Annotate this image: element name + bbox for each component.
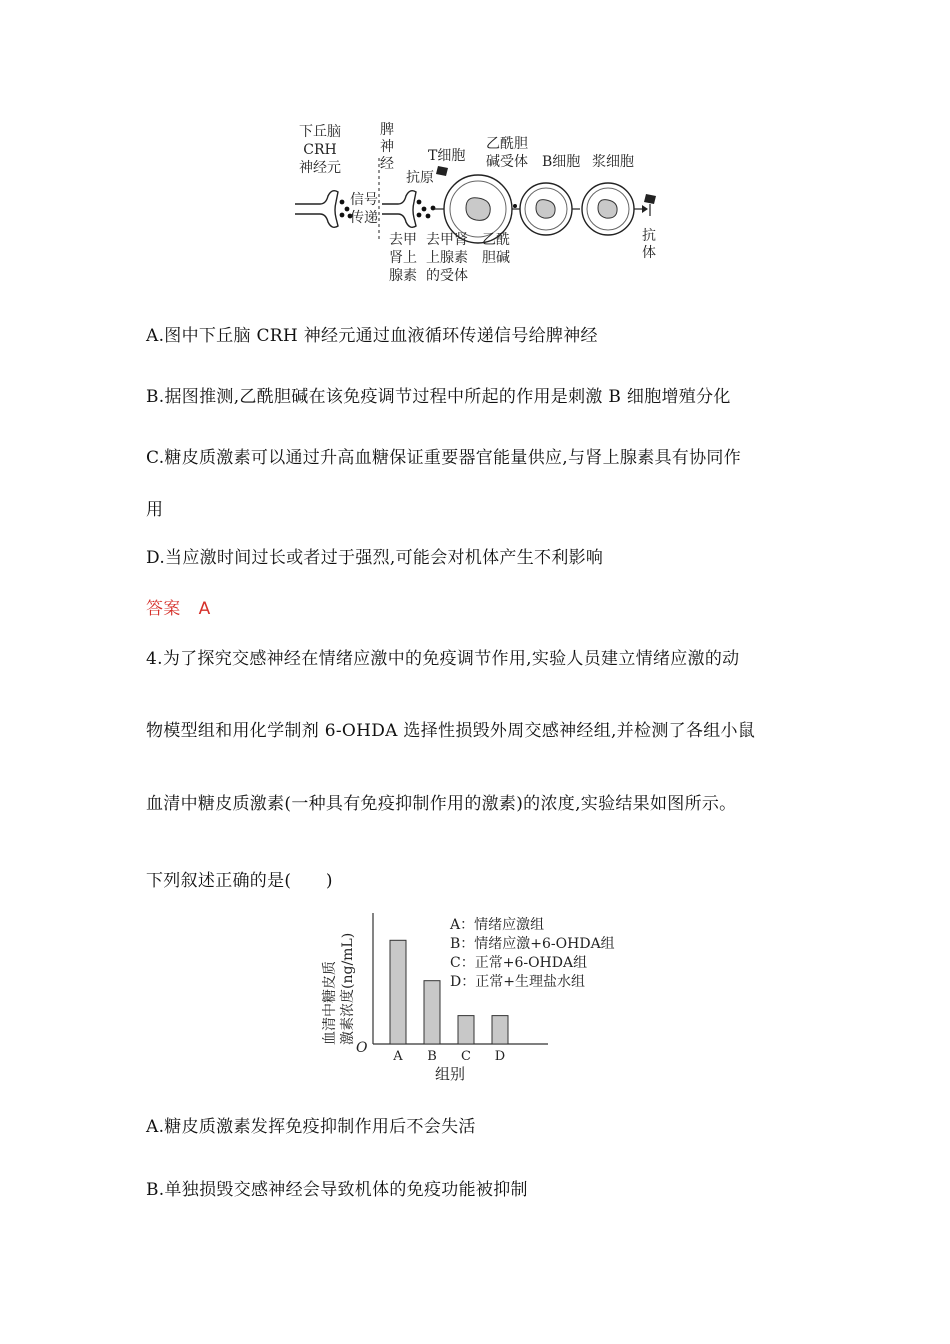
plasma-cell-nucleus [598, 200, 617, 218]
hypothalamus-label-2: CRH [303, 142, 337, 158]
legend-item-b: B：情绪应激+6-OHDA组 [450, 936, 615, 952]
spleen-nerve-terminal [382, 191, 416, 228]
x-tick-label-c: C [461, 1049, 471, 1064]
t-cell-label: T细胞 [428, 148, 466, 164]
b-cell-label: B细胞 [542, 154, 581, 170]
acetylcholine-label: 乙酰 [482, 232, 510, 248]
vesicle [340, 213, 345, 218]
option-q3-b: B.据图推测,乙酰胆碱在该免疫调节过程中所起的作用是刺激 B 细胞增殖分化 [146, 387, 731, 407]
x-tick-label-b: B [427, 1049, 437, 1064]
vesicle [340, 200, 345, 205]
glucocorticoid-bar-chart [310, 905, 640, 1085]
hypothalamus-label-3: 神经元 [299, 160, 341, 176]
antibody-char: 抗 [642, 228, 656, 244]
antibody-icon [644, 194, 656, 204]
vesicle [426, 214, 431, 219]
signal-label-2: 传递 [350, 210, 378, 226]
acetylcholine-dot [513, 204, 517, 208]
legend-item-c: C：正常+6-OHDA组 [450, 955, 588, 971]
norepinephrine-label: 去甲 [389, 232, 417, 248]
acetylcholine-label: 胆碱 [482, 250, 510, 266]
origin-label: O [356, 1040, 368, 1056]
spleen-nerve-char: 神 [380, 139, 394, 155]
legend-item-d: D：正常+生理盐水组 [450, 974, 585, 990]
x-tick-label-a: A [393, 1049, 403, 1064]
vesicle [417, 200, 422, 205]
crh-neuron-terminal [295, 191, 338, 228]
vesicle [417, 213, 422, 218]
spleen-nerve-char: 经 [380, 156, 394, 172]
bar-c [458, 1016, 474, 1044]
answer-label: 答案 [146, 599, 181, 619]
bar-d [492, 1016, 508, 1044]
ne-receptor-label: 去甲肾 [426, 232, 468, 248]
norepinephrine-label: 肾上 [389, 250, 417, 266]
question4-line1: 4.为了探究交感神经在情绪应激中的免疫调节作用,实验人员建立情绪应激的动 [146, 649, 740, 669]
plasma-cell-label: 浆细胞 [592, 154, 634, 170]
y-axis-label-2: 激素浓度(ng/mL) [340, 932, 356, 1045]
answer-value: A [198, 599, 211, 619]
norepinephrine-label: 腺素 [389, 268, 417, 284]
x-tick-label-d: D [494, 1049, 506, 1064]
neural-immune-diagram [290, 118, 670, 298]
ach-receptor-label-1: 乙酰胆 [486, 136, 528, 152]
bar-a [390, 940, 406, 1044]
antigen-label: 抗原 [406, 170, 434, 186]
vesicle [422, 207, 427, 212]
option-q3-d: D.当应激时间过长或者过于强烈,可能会对机体产生不利影响 [146, 548, 604, 568]
x-axis-label: 组别 [434, 1065, 466, 1083]
question4-line2: 物模型组和用化学制剂 6-OHDA 选择性损毁外周交感神经组,并检测了各组小鼠 [146, 721, 756, 741]
option-q3-a: A.图中下丘脑 CRH 神经元通过血液循环传递信号给脾神经 [146, 326, 598, 346]
vesicle [345, 207, 350, 212]
spleen-nerve-char: 脾 [380, 122, 394, 138]
hypothalamus-label-1: 下丘脑 [299, 124, 341, 140]
answer-line [146, 594, 211, 619]
vesicle [431, 206, 436, 211]
arrow-head-icon [642, 205, 648, 213]
option-q4-a: A.糖皮质激素发挥免疫抑制作用后不会失活 [146, 1117, 476, 1137]
antibody-char: 体 [642, 245, 656, 261]
legend-item-a: A：情绪应激组 [450, 917, 545, 933]
ne-receptor-label: 上腺素 [426, 250, 468, 266]
bar-b [424, 981, 440, 1044]
question4-line4: 下列叙述正确的是( ) [146, 871, 333, 891]
antigen-marker-icon [436, 166, 448, 176]
option-q3-c: C.糖皮质激素可以通过升高血糖保证重要器官能量供应,与肾上腺素具有协同作 [146, 448, 742, 468]
ach-receptor-label-2: 碱受体 [486, 154, 528, 170]
b-cell-nucleus [536, 200, 555, 218]
y-axis-label-1: 血清中糖皮质 [322, 961, 338, 1045]
option-q3-c-continued: 用 [146, 500, 164, 520]
question4-line3: 血清中糖皮质激素(一种具有免疫抑制作用的激素)的浓度,实验结果如图所示。 [146, 794, 737, 814]
ne-receptor-label: 的受体 [426, 268, 468, 284]
signal-label-1: 信号 [350, 192, 378, 208]
option-q4-b: B.单独损毁交感神经会导致机体的免疫功能被抑制 [146, 1180, 528, 1200]
t-cell-nucleus [466, 198, 490, 221]
